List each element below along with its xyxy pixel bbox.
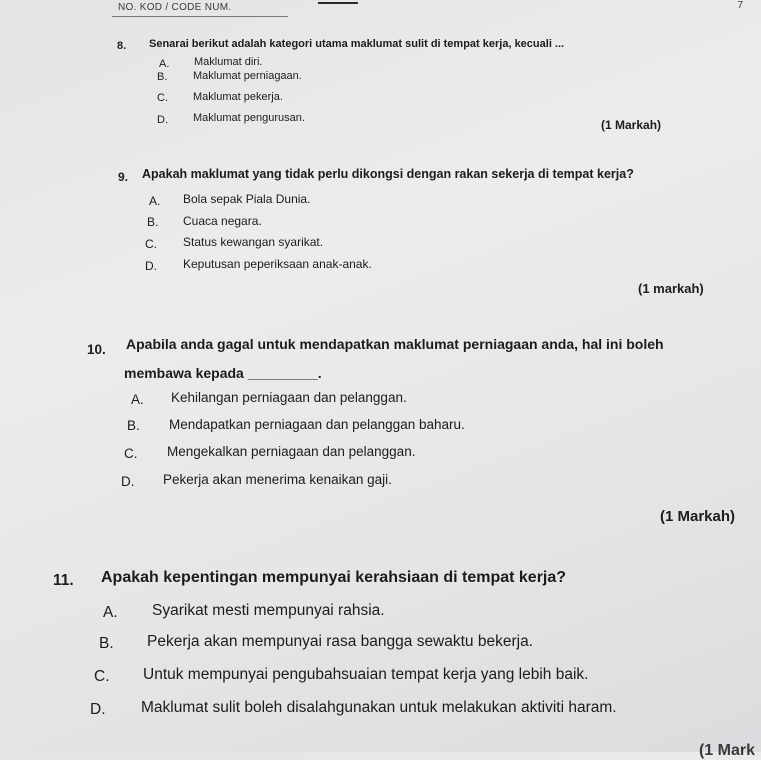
option-text: Keputusan peperiksaan anak-anak. (183, 257, 372, 271)
header-divider (112, 16, 288, 17)
option-letter: D. (145, 259, 157, 273)
option-text: Mengekalkan perniagaan dan pelanggan. (167, 444, 416, 459)
option-text: Pekerja akan menerima kenaikan gaji. (163, 472, 392, 487)
option-letter: A. (103, 604, 118, 621)
option-letter: B. (99, 635, 114, 652)
marks-label: (1 Mark (698, 742, 755, 759)
question-text: Apakah maklumat yang tidak perlu dikongsi dengan rakan sekerja di tempat kerja? (142, 167, 634, 181)
option-letter: C. (145, 237, 157, 251)
question-text: Senarai berikut adalah kategori utama maklumat sulit di tempat kerja, kecuali ... (149, 38, 565, 50)
marks-label: (1 Markah) (601, 118, 662, 132)
option-letter: C. (157, 92, 168, 104)
option-letter: A. (159, 58, 170, 70)
question-text: Apabila anda gagal untuk mendapatkan maklumat perniagaan anda, hal ini boleh (126, 336, 664, 352)
option-letter: D. (157, 114, 168, 126)
option-text: Maklumat perniagaan. (193, 70, 302, 82)
option-text: Maklumat pekerja. (193, 91, 283, 103)
option-text: Pekerja akan mempunyai rasa bangga sewaktu bekerja. (147, 633, 534, 650)
option-text: Mendapatkan perniagaan dan pelanggan baharu. (169, 417, 465, 432)
question-number: 8. (117, 40, 127, 52)
option-letter: A. (131, 392, 144, 407)
option-text: Maklumat diri. (194, 56, 263, 68)
option-text: Maklumat sulit boleh disalahgunakan untuk melakukan aktiviti haram. (141, 699, 617, 716)
option-text: Syarikat mesti mempunyai rahsia. (152, 602, 385, 619)
option-text: Bola sepak Piala Dunia. (183, 192, 311, 206)
option-letter: B. (127, 418, 140, 433)
option-text: Status kewangan syarikat. (183, 235, 324, 249)
option-text: Cuaca negara. (183, 214, 262, 228)
option-letter: D. (121, 474, 135, 489)
question-number: 10. (87, 342, 106, 357)
corner-mark: 7 (737, 0, 743, 11)
question-number: 9. (118, 170, 129, 184)
option-text: Kehilangan perniagaan dan pelanggan. (171, 390, 407, 405)
marks-label: (1 markah) (638, 281, 704, 296)
option-letter: B. (157, 71, 168, 83)
option-letter: B. (147, 215, 159, 229)
marks-label: (1 Markah) (660, 508, 736, 525)
option-text: Untuk mempunyai pengubahsuaian tempat kerja yang lebih baik. (143, 666, 589, 683)
question-text: Apakah kepentingan mempunyai kerahsiaan di tempat kerja? (101, 569, 567, 586)
option-letter: C. (124, 446, 138, 461)
option-letter: D. (90, 701, 106, 718)
header-pen-stroke (318, 2, 358, 10)
option-text: Maklumat pengurusan. (193, 112, 305, 124)
code-number-label: NO. KOD / CODE NUM. (118, 2, 232, 13)
question-number: 11. (53, 572, 74, 589)
option-letter: A. (149, 194, 161, 208)
option-letter: C. (94, 668, 110, 685)
question-text-continued: membawa kepada _________. (124, 365, 322, 381)
